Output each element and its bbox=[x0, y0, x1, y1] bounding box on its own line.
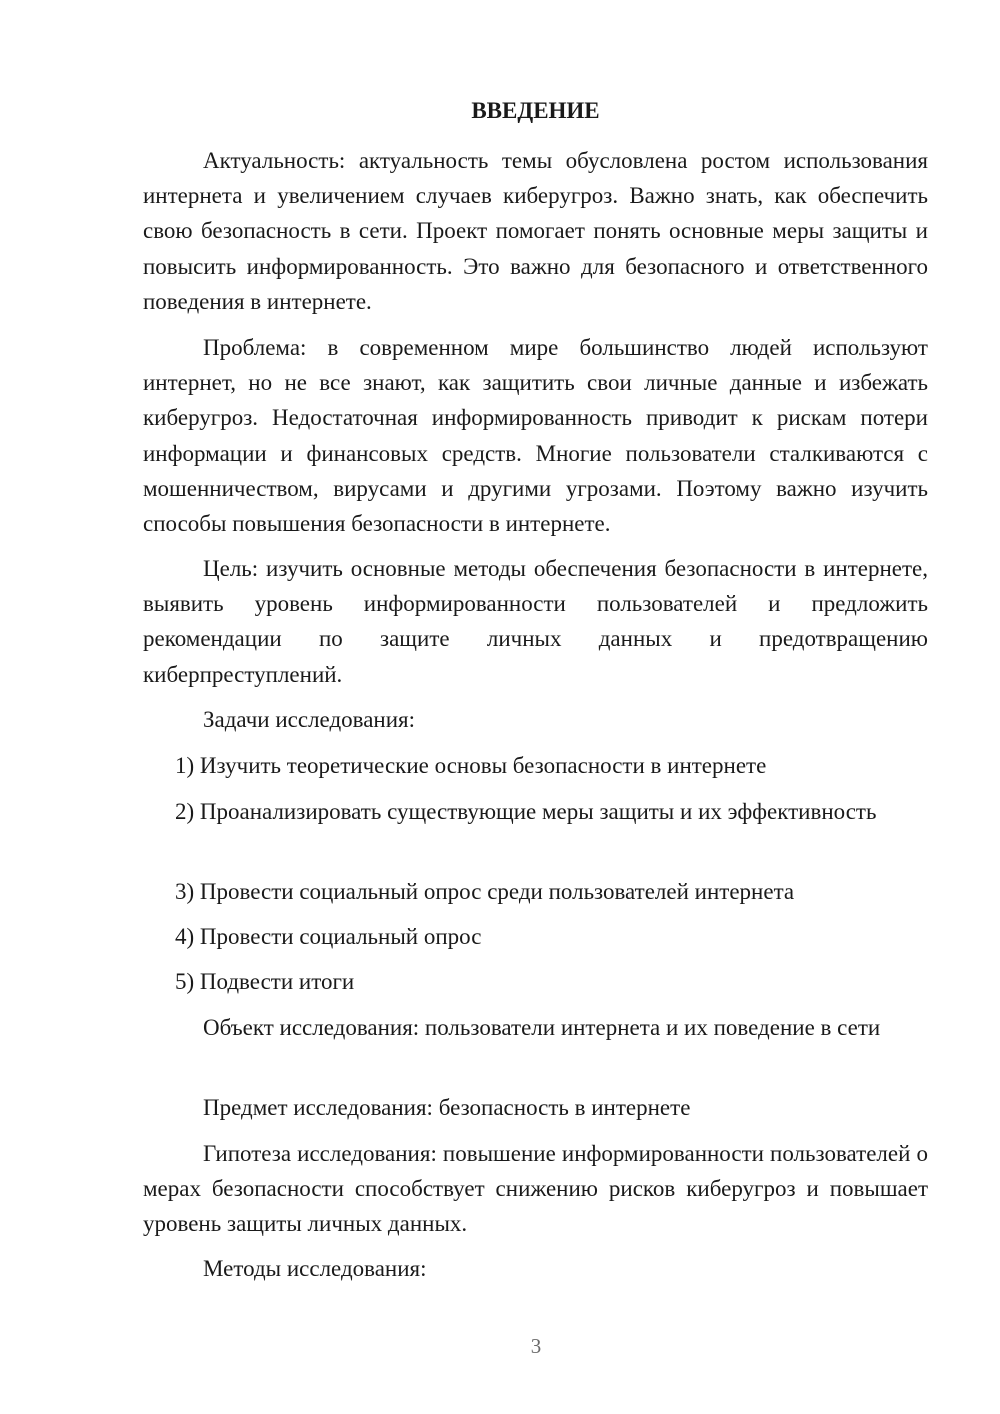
object-paragraph: Объект исследования: пользователи интернета и их поведение в сети bbox=[203, 1015, 881, 1040]
tasks-heading: Задачи исследования: bbox=[203, 707, 416, 732]
relevance-paragraph: Актуальность: актуальность темы обусловлена ростом использования интернета и увеличением случаев киберугроз. Важно знать, как обеспечить свою безопасность в сети. Проект помогает понять основные меры защиты и повысить информированность. Это важно для безопасного и ответственного поведения в интернете. bbox=[143, 148, 928, 314]
methods-heading: Методы исследования: bbox=[203, 1256, 427, 1281]
section-heading: ВВЕДЕНИЕ bbox=[471, 98, 600, 123]
task-item-4: 4) Провести социальный опрос bbox=[175, 924, 482, 949]
goal-paragraph: Цель: изучить основные методы обеспечения безопасности в интернете, выявить уровень информированности пользователей и предложить рекомендации по защите личных данных и предотвращению киберпреступлений. bbox=[143, 556, 928, 687]
problem-paragraph: Проблема: в современном мире большинство людей используют интернет, но не все знают, как защитить свои личные данные и избежать киберугроз. Недостаточная информированность приводит к рискам потери информации и финансовых средств. Многие пользователи сталкиваются с мошенничеством, вирусами и другими угрозами. Поэтому важно изучить способы повышения безопасности в интернете. bbox=[143, 335, 928, 537]
subject-paragraph: Предмет исследования: безопасность в интернете bbox=[203, 1095, 691, 1120]
task-item-3: 3) Провести социальный опрос среди пользователей интернета bbox=[175, 879, 795, 904]
task-item-1: 1) Изучить теоретические основы безопасности в интернете bbox=[175, 753, 767, 778]
task-item-5: 5) Подвести итоги bbox=[175, 969, 355, 994]
hypothesis-paragraph: Гипотеза исследования: повышение информированности пользователей о мерах безопасности способствует снижению рисков киберугроз и повышает уровень защиты личных данных. bbox=[143, 1141, 928, 1237]
page-number: 3 bbox=[530, 1334, 542, 1358]
task-item-2: 2) Проанализировать существующие меры защиты и их эффективность bbox=[175, 799, 877, 824]
